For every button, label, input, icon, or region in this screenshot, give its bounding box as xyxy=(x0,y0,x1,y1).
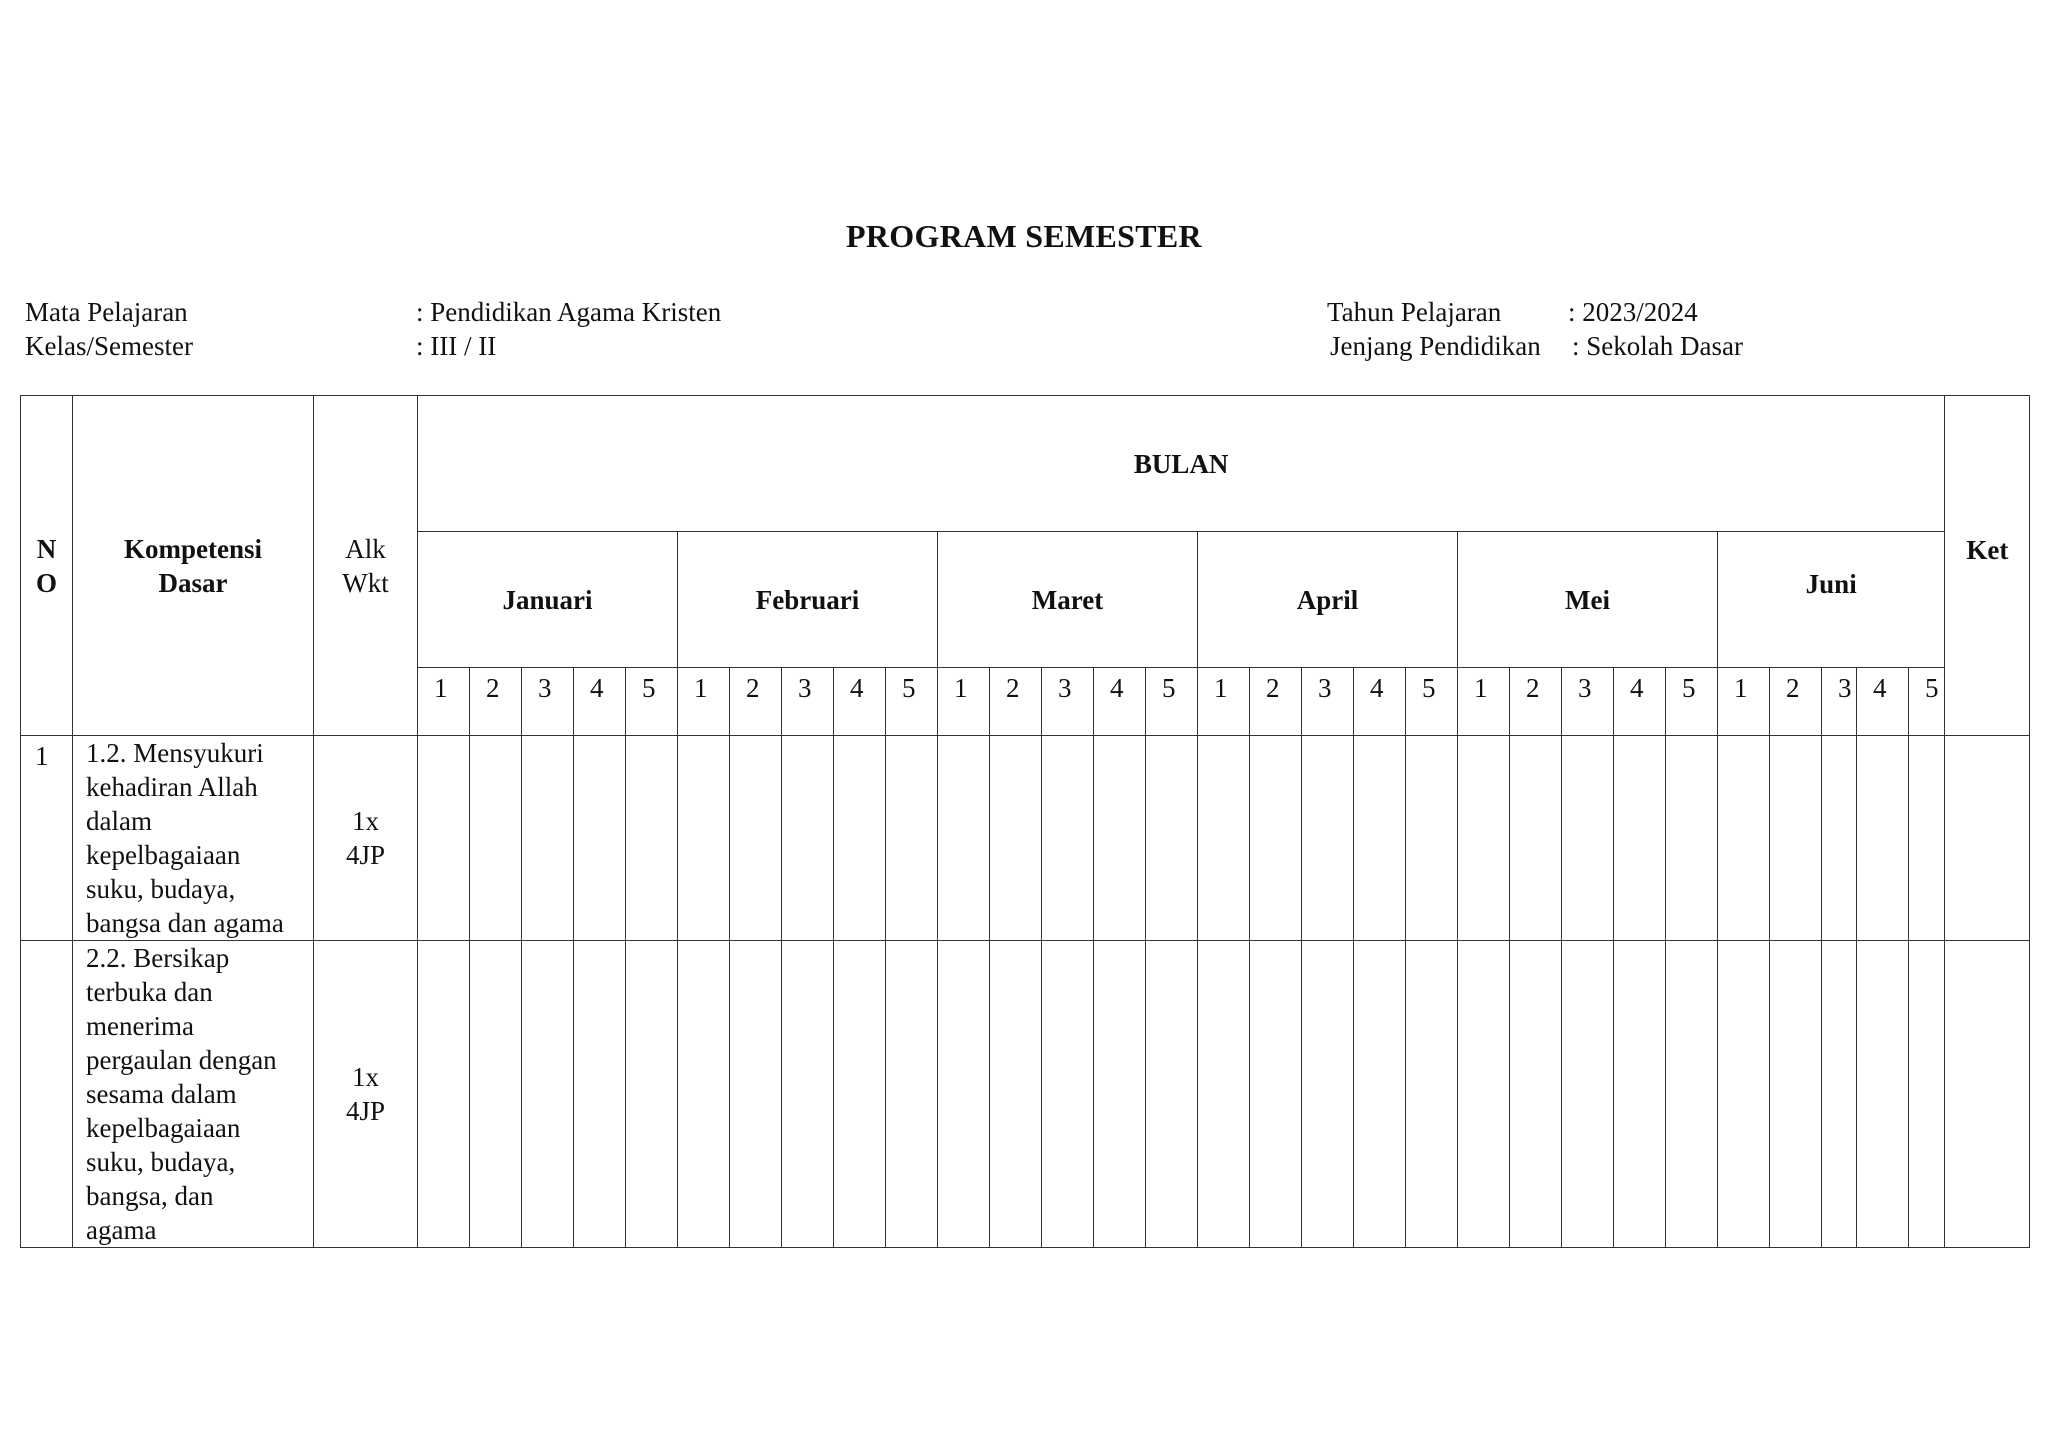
schedule-cell xyxy=(470,941,522,1248)
no-header-line: O xyxy=(35,567,57,598)
kd-line: menerima xyxy=(86,1011,194,1041)
kd-line: kepelbagaiaan xyxy=(86,1113,241,1143)
schedule-cell xyxy=(1146,736,1198,941)
kd-line: bangsa, dan xyxy=(86,1181,214,1211)
schedule-cell xyxy=(1666,941,1718,1248)
month-cell-mei xyxy=(1458,532,1718,668)
schedule-cell xyxy=(1094,941,1146,1248)
kd-line: suku, budaya, xyxy=(86,1147,236,1177)
row-ket-cell xyxy=(1945,941,2030,1248)
week-cell: 3 xyxy=(522,668,574,736)
mata-pelajaran-value: : Pendidikan Agama Kristen xyxy=(416,297,722,327)
schedule-cell xyxy=(1770,941,1822,1248)
week-cell: 2 xyxy=(1510,668,1562,736)
week-cell: 2 xyxy=(730,668,782,736)
schedule-cell xyxy=(782,941,834,1248)
schedule-cell xyxy=(1770,736,1822,941)
schedule-cell xyxy=(678,736,730,941)
kd-line: kehadiran Allah xyxy=(86,772,258,802)
row-alk-cell xyxy=(314,941,418,1248)
kd-line: 1.2. Mensyukuri xyxy=(86,738,264,768)
schedule-cell xyxy=(1510,736,1562,941)
schedule-cell xyxy=(886,941,938,1248)
schedule-cell xyxy=(1562,736,1614,941)
tahun-pelajaran-value: : 2023/2024 xyxy=(1568,297,1698,327)
schedule-cell xyxy=(1458,736,1510,941)
alk-line: 1x xyxy=(352,1062,379,1092)
week-cell: 4 xyxy=(574,668,626,736)
week-cell: 4 xyxy=(1354,668,1406,736)
week-cell: 3 xyxy=(1822,668,1857,736)
month-label: Januari xyxy=(502,584,593,615)
week-cell: 5 xyxy=(1909,668,1945,736)
week-cell: 2 xyxy=(470,668,522,736)
schedule-cell xyxy=(1510,941,1562,1248)
jenjang-pendidikan-value: : Sekolah Dasar xyxy=(1572,331,1743,361)
schedule-cell xyxy=(1822,941,1857,1248)
schedule-cell xyxy=(1250,941,1302,1248)
alk-header-line: Wkt xyxy=(342,567,389,598)
row-ket-cell xyxy=(1945,736,2030,941)
schedule-cell xyxy=(730,941,782,1248)
table-row xyxy=(21,736,2030,941)
month-cell-februari xyxy=(678,532,938,668)
schedule-cell xyxy=(418,941,470,1248)
week-cell: 2 xyxy=(1770,668,1822,736)
week-cell: 1 xyxy=(418,668,470,736)
schedule-cell xyxy=(1857,736,1909,941)
kd-line: kepelbagaiaan xyxy=(86,840,241,870)
header-row xyxy=(21,396,2030,532)
schedule-cell xyxy=(470,736,522,941)
schedule-cell xyxy=(990,736,1042,941)
schedule-cell xyxy=(886,736,938,941)
week-cell: 4 xyxy=(834,668,886,736)
schedule-cell xyxy=(574,736,626,941)
no-header-line: N xyxy=(36,533,57,564)
schedule-cell xyxy=(834,941,886,1248)
week-cell: 5 xyxy=(886,668,938,736)
alk-line: 4JP xyxy=(345,1096,386,1126)
kd-line: suku, budaya, xyxy=(86,874,236,904)
week-cell: 1 xyxy=(938,668,990,736)
week-cell: 1 xyxy=(1198,668,1250,736)
kd-line: pergaulan dengan xyxy=(86,1045,277,1075)
kd-line: agama xyxy=(86,1215,157,1245)
schedule-cell xyxy=(1718,941,1770,1248)
schedule-cell xyxy=(1094,736,1146,941)
week-cell: 5 xyxy=(626,668,678,736)
ket-header-text: Ket xyxy=(1966,534,2009,565)
week-cell: 1 xyxy=(1458,668,1510,736)
month-cell-april xyxy=(1198,532,1458,668)
kd-header-line: Kompetensi xyxy=(124,533,262,564)
schedule-cell xyxy=(730,736,782,941)
kd-line: dalam xyxy=(86,806,152,836)
month-cell-maret xyxy=(938,532,1198,668)
bulan-header-cell xyxy=(418,396,1945,532)
no-header-cell xyxy=(21,396,73,736)
alk-header-cell xyxy=(314,396,418,736)
week-cell: 3 xyxy=(782,668,834,736)
schedule-cell xyxy=(522,736,574,941)
schedule-cell xyxy=(1198,736,1250,941)
schedule-cell xyxy=(1042,941,1094,1248)
schedule-cell xyxy=(1198,941,1250,1248)
row-alk-cell xyxy=(314,736,418,941)
month-label: April xyxy=(1296,584,1359,615)
schedule-cell xyxy=(1562,941,1614,1248)
month-cell-juni xyxy=(1718,532,1945,668)
kd-header-line: Dasar xyxy=(158,567,228,598)
row-kd-cell xyxy=(73,941,314,1248)
kd-line: bangsa dan agama xyxy=(86,908,284,938)
week-cell: 1 xyxy=(1718,668,1770,736)
week-cell: 2 xyxy=(990,668,1042,736)
week-cell: 5 xyxy=(1146,668,1198,736)
week-cell: 4 xyxy=(1614,668,1666,736)
schedule-cell xyxy=(1302,736,1354,941)
month-label: Juni xyxy=(1805,568,1857,599)
kd-header-cell xyxy=(73,396,314,736)
week-cell: 5 xyxy=(1666,668,1718,736)
schedule-cell xyxy=(1302,941,1354,1248)
schedule-cell xyxy=(678,941,730,1248)
schedule-cell xyxy=(1909,736,1945,941)
schedule-cell xyxy=(990,941,1042,1248)
week-cell: 2 xyxy=(1250,668,1302,736)
schedule-cell xyxy=(522,941,574,1248)
schedule-cell xyxy=(1146,941,1198,1248)
alk-line: 4JP xyxy=(345,840,386,870)
month-label: Mei xyxy=(1565,584,1610,615)
schedule-cell xyxy=(782,736,834,941)
schedule-cell xyxy=(1406,736,1458,941)
week-cell: 4 xyxy=(1857,668,1909,736)
schedule-cell xyxy=(418,736,470,941)
schedule-cell xyxy=(1458,941,1510,1248)
alk-header-line: Alk xyxy=(345,533,386,564)
schedule-cell xyxy=(1909,941,1945,1248)
week-cell: 3 xyxy=(1302,668,1354,736)
alk-line: 1x xyxy=(352,806,379,836)
kd-line: sesama dalam xyxy=(86,1079,237,1109)
month-label: Maret xyxy=(1031,584,1104,615)
program-semester-table xyxy=(20,395,2030,1248)
schedule-cell xyxy=(1614,736,1666,941)
table-row xyxy=(21,941,2030,1248)
kd-line: terbuka dan xyxy=(86,977,213,1007)
schedule-cell xyxy=(1406,941,1458,1248)
week-cell: 3 xyxy=(1042,668,1094,736)
schedule-cell xyxy=(834,736,886,941)
schedule-cell xyxy=(1042,736,1094,941)
schedule-cell xyxy=(574,941,626,1248)
kd-line: 2.2. Bersikap xyxy=(86,943,230,973)
page-title: PROGRAM SEMESTER xyxy=(846,218,1202,254)
week-cell: 4 xyxy=(1094,668,1146,736)
bulan-header-text: BULAN xyxy=(1133,448,1229,479)
kelas-semester-value: : III / II xyxy=(416,331,497,361)
week-cell: 1 xyxy=(678,668,730,736)
kelas-semester-label: Kelas/Semester xyxy=(25,331,193,361)
tahun-pelajaran-label: Tahun Pelajaran xyxy=(1327,297,1502,327)
schedule-cell xyxy=(1354,941,1406,1248)
schedule-cell xyxy=(1718,736,1770,941)
schedule-cell xyxy=(938,941,990,1248)
schedule-cell xyxy=(1857,941,1909,1248)
row-no-cell xyxy=(21,941,73,1248)
schedule-cell xyxy=(626,941,678,1248)
week-cell: 3 xyxy=(1562,668,1614,736)
schedule-cell xyxy=(626,736,678,941)
week-cell: 5 xyxy=(1406,668,1458,736)
month-label: Februari xyxy=(755,584,860,615)
schedule-cell xyxy=(1666,736,1718,941)
month-cell-januari xyxy=(418,532,678,668)
mata-pelajaran-label: Mata Pelajaran xyxy=(25,297,188,327)
schedule-cell xyxy=(938,736,990,941)
schedule-cell xyxy=(1354,736,1406,941)
schedule-cell xyxy=(1614,941,1666,1248)
row-no-cell: 1 xyxy=(21,736,73,941)
jenjang-pendidikan-label: Jenjang Pendidikan xyxy=(1330,331,1541,361)
row-kd-cell xyxy=(73,736,314,941)
schedule-cell xyxy=(1822,736,1857,941)
schedule-cell xyxy=(1250,736,1302,941)
ket-header-cell xyxy=(1945,396,2030,736)
